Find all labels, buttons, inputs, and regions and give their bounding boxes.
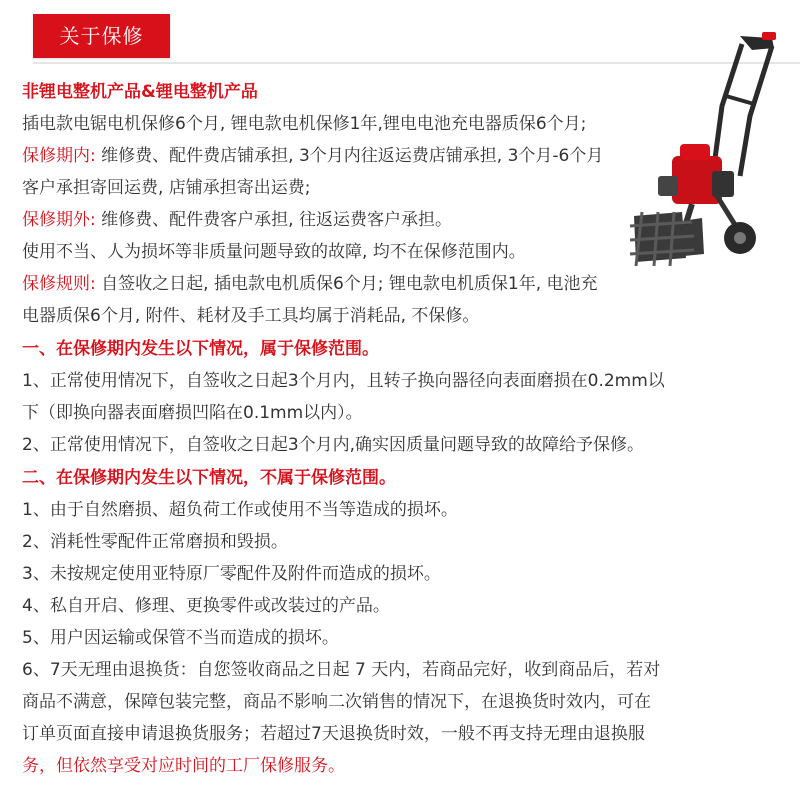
warranty-terms: 插电款电锯电机保修6个月, 锂电款电机保修1年,锂电电池充电器质保6个月; [22, 114, 587, 134]
section-2-item: 4、私自开启、修理、更换零件或改装过的产品。 [22, 596, 390, 616]
section-title: 关于保修 [59, 24, 144, 48]
out-warranty-line [22, 204, 782, 236]
section-2-heading: 二、在保修期内发生以下情况，不属于保修范围。 [22, 468, 396, 488]
misuse-note: 使用不当、人为损坏等非质量问题导致的故障, 均不在保修范围内。 [22, 242, 526, 262]
in-warranty-label: 保修期内: [22, 146, 96, 166]
section-title-tab [33, 14, 170, 58]
warranty-content [22, 76, 782, 782]
section-2-item: 1、由于自然磨损、超负荷工作或使用不当等造成的损坏。 [22, 500, 458, 520]
rules-line-1 [22, 268, 782, 300]
out-warranty-text: 维修费、配件费客户承担, 往返运费客户承担。 [95, 210, 452, 230]
in-warranty-line-2: 客户承担寄回运费, 店铺承担寄出运费; [22, 178, 311, 198]
in-warranty-text: 维修费、配件费店铺承担, 3个月内往返运费店铺承担, 3个月-6个月 [95, 146, 604, 166]
section-2-item: 5、用户因运输或保管不当而造成的损坏。 [22, 628, 339, 648]
rules-text: 自签收之日起, 插电款电机质保6个月; 锂电款电机质保1年, 电池充 [95, 274, 598, 294]
section-1-item: 1、正常使用情况下，自签收之日起3个月内，且转子换向器径向表面磨损在0.2mm以 [22, 371, 665, 391]
section-2-item: 6、7天无理由退换货：自您签收商品之日起 7 天内，若商品完好，收到商品后，若对 [22, 660, 661, 680]
section-2-item: 2、消耗性零配件正常磨损和毁损。 [22, 532, 288, 552]
in-warranty-line-1 [22, 140, 782, 172]
section-1-heading: 一、在保修期内发生以下情况，属于保修范围。 [22, 339, 379, 359]
out-warranty-label: 保修期外: [22, 210, 96, 230]
section-1-item: 2、正常使用情况下，自签收之日起3个月内,确实因质量问题导致的故障给予保修。 [22, 435, 645, 455]
section-2-item: 商品不满意，保障包装完整，商品不影响二次销售的情况下，在退换货时效内，可在 [22, 692, 651, 712]
section-2-item: 3、未按规定使用亚特原厂零配件及附件而造成的损坏。 [22, 564, 441, 584]
section-1-item: 下（即换向器表面磨损凹陷在0.1mm以内）。 [22, 403, 363, 423]
section-2-closing: 务，但依然享受对应时间的工厂保修服务。 [22, 756, 345, 776]
section-2-item: 订单页面直接申请退换货服务；若超过7天退换货时效，一般不再支持无理由退换服 [22, 724, 645, 744]
product-line: 非锂电整机产品&锂电整机产品 [22, 82, 258, 102]
rules-line-2: 电器质保6个月, 附件、耗材及手工具均属于消耗品, 不保修。 [22, 306, 480, 326]
rules-label: 保修规则: [22, 274, 96, 294]
